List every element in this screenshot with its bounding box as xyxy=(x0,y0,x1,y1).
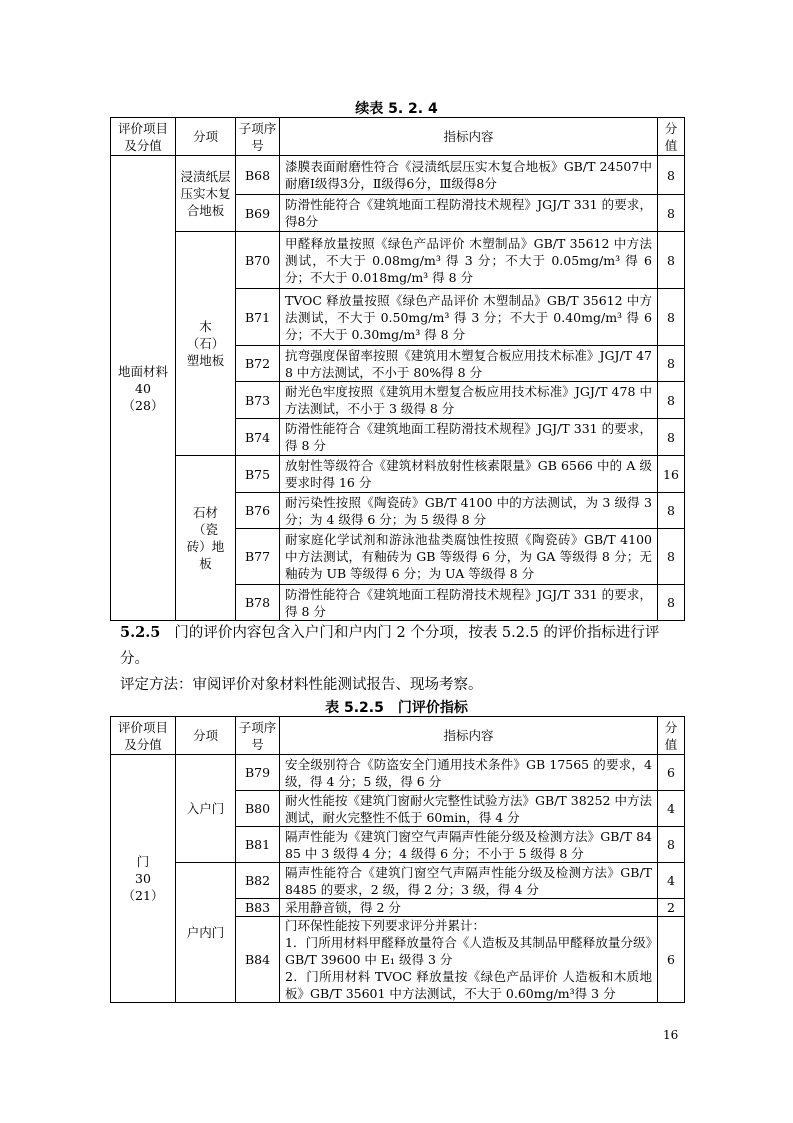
score-cell: 8 xyxy=(658,346,685,382)
score-cell: 8 xyxy=(658,529,685,585)
score-cell: 4 xyxy=(658,791,685,827)
sub-no-cell: B84 xyxy=(236,917,280,1003)
header-score: 分值 xyxy=(658,717,685,755)
table-row xyxy=(111,755,685,791)
content-cell: 耐家庭化学试剂和游泳池盐类腐蚀性按照《陶瓷砖》GB/T 4100 中方法测试，有釉砖为 GB 等级得 6 分，为 GA 等级得 8 分；无釉砖为 UB 等级得 6 分；为 UA 等级得 8 分 xyxy=(280,529,658,585)
subitem-cell: 入户门 xyxy=(176,755,236,863)
sub-no-cell: B78 xyxy=(236,585,280,621)
sub-no-cell: B76 xyxy=(236,493,280,529)
sub-no-cell: B70 xyxy=(236,232,280,289)
sub-no-cell: B79 xyxy=(236,755,280,791)
table-5-2-4-continued xyxy=(110,117,685,621)
score-cell: 6 xyxy=(658,755,685,791)
sub-no-cell: B71 xyxy=(236,289,280,346)
sub-no-cell: B75 xyxy=(236,456,280,493)
score-cell: 8 xyxy=(658,827,685,863)
score-cell: 6 xyxy=(658,917,685,1003)
content-cell: 耐污染性按照《陶瓷砖》GB/T 4100 中的方法测试，为 3 级得 3 分；为 4 级得 6 分；为 5 级得 8 分 xyxy=(280,493,658,529)
score-cell: 8 xyxy=(658,289,685,346)
score-cell: 8 xyxy=(658,232,685,289)
section-number: 5.2.5 xyxy=(120,624,161,641)
sub-no-cell: B68 xyxy=(236,156,280,195)
content-cell: 安全级别符合《防盗安全门通用技术条件》GB 17565 的要求，4 级，得 4 分；5 级，得 6 分 xyxy=(280,755,658,791)
header-subitem: 分项 xyxy=(176,118,236,156)
header-sub-no: 子项序号 xyxy=(236,118,280,156)
content-cell: 耐光色牢度按照《建筑用木塑复合板应用技术标准》JGJ/T 478 中方法测试，不小于 3 级得 8 分 xyxy=(280,382,658,419)
sub-no-cell: B80 xyxy=(236,791,280,827)
table-row xyxy=(111,156,685,195)
header-row xyxy=(111,118,685,156)
header-content: 指标内容 xyxy=(280,118,658,156)
header-category: 评价项目及分值 xyxy=(111,118,176,156)
table1-caption: 续表 5. 2. 4 xyxy=(355,101,438,117)
header-score: 分值 xyxy=(658,118,685,156)
sub-no-cell: B77 xyxy=(236,529,280,585)
content-cell: 耐火性能按《建筑门窗耐火完整性试验方法》GB/T 38252 中方法测试，耐火完整性不低于 60min，得 4 分 xyxy=(280,791,658,827)
table-row xyxy=(111,232,685,289)
content-cell: 防滑性能符合《建筑地面工程防滑技术规程》JGJ/T 331 的要求，得 8 分 xyxy=(280,585,658,621)
category-cell: 门 30 （21） xyxy=(111,755,176,1003)
subitem-cell: 石材 （瓷 砖）地 板 xyxy=(176,456,236,621)
content-cell: 门环保性能按下列要求评分并累计： 1．门所用材料甲醛释放量符合《人造板及其制品甲醛释放量分级》GB/T 39600 中 E₁ 级得 3 分 2．门所用材料 TVOC 释放量按《绿色产品评价 人造板和木质地板》GB/T 35601 中方法测试，不大于 0.60mg/m³得 3 分 xyxy=(280,917,658,1003)
content-cell: 放射性等级符合《建筑材料放射性核素限量》GB 6566 中的 A 级要求时得 16 分 xyxy=(280,456,658,493)
page-number: 16 xyxy=(663,1028,679,1042)
content-cell: 抗弯强度保留率按照《建筑用木塑复合板应用技术标准》JGJ/T 478 中方法测试，不小于 80%得 8 分 xyxy=(280,346,658,382)
score-cell: 8 xyxy=(658,585,685,621)
content-cell: 隔声性能符合《建筑门窗空气声隔声性能分级及检测方法》GB/T 8485 的要求，2 级，得 2 分；3 级，得 4 分 xyxy=(280,863,658,899)
table-5-2-5 xyxy=(110,716,685,1003)
subitem-cell: 户内门 xyxy=(176,863,236,1003)
evaluation-method: 评定方法：审阅评价对象材料性能测试报告、现场考察。 xyxy=(120,677,483,693)
score-cell: 8 xyxy=(658,382,685,419)
sub-no-cell: B81 xyxy=(236,827,280,863)
score-cell: 8 xyxy=(658,493,685,529)
subitem-cell: 木 （石） 塑地板 xyxy=(176,232,236,456)
score-cell: 8 xyxy=(658,195,685,232)
table2-caption: 表 5.2.5 门评价指标 xyxy=(325,700,468,716)
sub-no-cell: B69 xyxy=(236,195,280,232)
sub-no-cell: B73 xyxy=(236,382,280,419)
header-category: 评价项目及分值 xyxy=(111,717,176,755)
sub-no-cell: B83 xyxy=(236,899,280,917)
header-sub-no: 子项序号 xyxy=(236,717,280,755)
content-cell: 防滑性能符合《建筑地面工程防滑技术规程》JGJ/T 331 的要求，得 8 分 xyxy=(280,419,658,456)
score-cell: 2 xyxy=(658,899,685,917)
sub-no-cell: B72 xyxy=(236,346,280,382)
content-cell: 隔声性能为《建筑门窗空气声隔声性能分级及检测方法》GB/T 8485 中 3 级得 4 分；4 级得 6 分；不小于 5 级得 8 分 xyxy=(280,827,658,863)
score-cell: 4 xyxy=(658,863,685,899)
header-row xyxy=(111,717,685,755)
score-cell: 16 xyxy=(658,456,685,493)
score-cell: 8 xyxy=(658,156,685,195)
header-subitem: 分项 xyxy=(176,717,236,755)
content-cell: 防滑性能符合《建筑地面工程防滑技术规程》JGJ/T 331 的要求，得8分 xyxy=(280,195,658,232)
sub-no-cell: B82 xyxy=(236,863,280,899)
section-5-2-5-paragraph xyxy=(120,620,680,672)
content-cell: 漆膜表面耐磨性符合《浸渍纸层压实木复合地板》GB/T 24507中耐磨Ⅰ级得3分，Ⅱ级得6分，Ⅲ级得8分 xyxy=(280,156,658,195)
table-row xyxy=(111,863,685,899)
score-cell: 8 xyxy=(658,419,685,456)
table-row xyxy=(111,456,685,493)
sub-no-cell: B74 xyxy=(236,419,280,456)
section-text: 门的评价内容包含入户门和户内门 2 个分项，按表 5.2.5 的评价指标进行评分。 xyxy=(120,625,660,667)
content-cell: 甲醛释放量按照《绿色产品评价 木塑制品》GB/T 35612 中方法测试，不大于 0.08mg/m³ 得 3 分；不大于 0.05mg/m³ 得 6分；不大于 0.018mg/m³ 得 8 分 xyxy=(280,232,658,289)
category-cell: 地面材料 40 （28） xyxy=(111,156,176,621)
content-cell: TVOC 释放量按照《绿色产品评价 木塑制品》GB/T 35612 中方法测试，不大于 0.50mg/m³ 得 3 分；不大于 0.40mg/m³ 得 6分；不大于 0.30mg/m³ 得 8 分 xyxy=(280,289,658,346)
header-content: 指标内容 xyxy=(280,717,658,755)
subitem-cell: 浸渍纸层压实木复合地板 xyxy=(176,156,236,232)
content-cell: 采用静音锁，得 2 分 xyxy=(280,899,658,917)
